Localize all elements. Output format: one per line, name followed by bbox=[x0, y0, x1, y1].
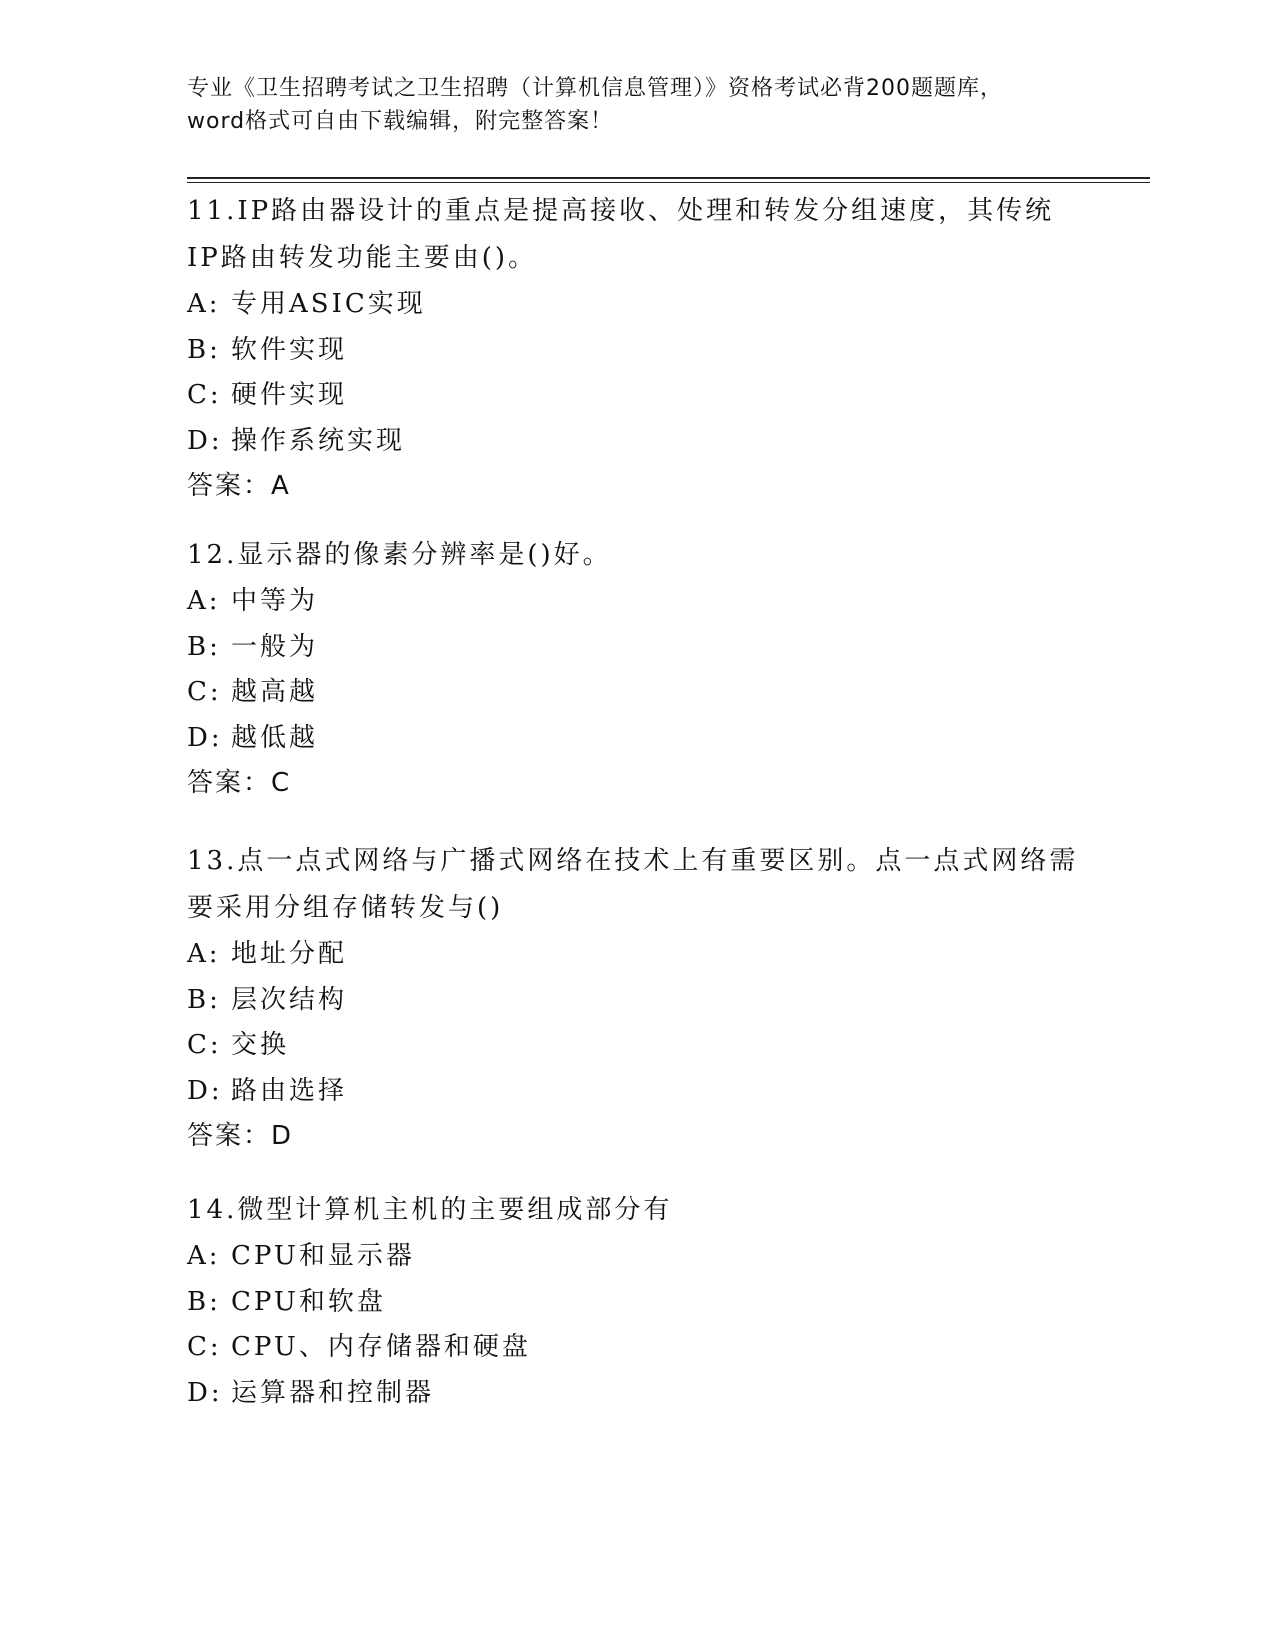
question-stem-line: 13.点一点式网络与广播式网络在技术上有重要区别。点一点式网络需 bbox=[187, 846, 1079, 876]
option-text: 地址分配 bbox=[231, 939, 348, 969]
option-b bbox=[187, 328, 1087, 374]
option-c bbox=[187, 1325, 1087, 1371]
option-a bbox=[187, 579, 1087, 625]
question-stem-line: 要采用分组存储转发与() bbox=[187, 893, 504, 923]
option-text: 越高越 bbox=[231, 677, 319, 707]
option-b bbox=[187, 1280, 1087, 1326]
option-letter: B: bbox=[187, 1286, 221, 1317]
header-line-1: 专业《卫生招聘考试之卫生招聘（计算机信息管理）》资格考试必背200题题库， bbox=[187, 76, 1003, 101]
option-text: 一般为 bbox=[231, 631, 319, 662]
option-letter: D: bbox=[187, 425, 223, 456]
option-letter: C: bbox=[187, 1030, 222, 1060]
option-text: 路由选择 bbox=[231, 1075, 348, 1106]
option-c bbox=[187, 1023, 1087, 1069]
option-text: CPU、内存储器和硬盘 bbox=[231, 1332, 531, 1362]
question-stem-line: 11.IP路由器设计的重点是提高接收、处理和转发分组速度，其传统 bbox=[187, 196, 1055, 226]
question-11 bbox=[187, 188, 1087, 509]
option-letter: D: bbox=[187, 722, 223, 753]
option-text: 硬件实现 bbox=[231, 380, 348, 410]
option-letter: D: bbox=[187, 1377, 223, 1408]
option-a bbox=[187, 1234, 1087, 1280]
header-divider-thin bbox=[187, 182, 1150, 183]
document-header bbox=[187, 72, 1087, 138]
question-13 bbox=[187, 838, 1087, 1159]
option-d bbox=[187, 716, 1087, 762]
option-letter: B: bbox=[187, 984, 221, 1015]
option-text: 专用ASIC实现 bbox=[231, 289, 426, 319]
option-c bbox=[187, 373, 1087, 419]
option-text: 软件实现 bbox=[231, 334, 348, 365]
option-d bbox=[187, 1371, 1087, 1417]
option-text: 中等为 bbox=[231, 586, 319, 616]
question-stem-line: IP路由转发功能主要由()。 bbox=[187, 243, 538, 273]
option-letter: C: bbox=[187, 380, 222, 410]
option-text: 运算器和控制器 bbox=[231, 1377, 435, 1408]
answer-line: 答案：A bbox=[187, 471, 291, 501]
header-line-2: word格式可自由下载编辑，附完整答案！ bbox=[187, 109, 614, 134]
header-divider-thick bbox=[187, 177, 1150, 179]
option-letter: A: bbox=[187, 289, 221, 319]
question-12 bbox=[187, 532, 1087, 806]
question-14 bbox=[187, 1187, 1087, 1416]
option-letter: D: bbox=[187, 1075, 223, 1106]
option-b bbox=[187, 625, 1087, 671]
option-text: 越低越 bbox=[231, 722, 319, 753]
question-stem-line: 12.显示器的像素分辨率是()好。 bbox=[187, 540, 612, 570]
option-text: 层次结构 bbox=[231, 984, 348, 1015]
option-c bbox=[187, 670, 1087, 716]
answer-line: 答案：C bbox=[187, 768, 292, 798]
option-text: 交换 bbox=[231, 1030, 290, 1060]
option-letter: C: bbox=[187, 677, 222, 707]
answer-line: 答案：D bbox=[187, 1121, 294, 1151]
option-text: 操作系统实现 bbox=[231, 425, 406, 456]
option-a bbox=[187, 932, 1087, 978]
option-a bbox=[187, 282, 1087, 328]
option-letter: A: bbox=[187, 939, 221, 969]
option-text: CPU和软盘 bbox=[231, 1286, 386, 1317]
option-letter: C: bbox=[187, 1332, 222, 1362]
option-letter: B: bbox=[187, 631, 221, 662]
option-letter: A: bbox=[187, 1241, 221, 1271]
option-text: CPU和显示器 bbox=[231, 1241, 415, 1271]
option-d bbox=[187, 419, 1087, 465]
option-d bbox=[187, 1069, 1087, 1115]
option-letter: A: bbox=[187, 586, 221, 616]
option-letter: B: bbox=[187, 334, 221, 365]
option-b bbox=[187, 978, 1087, 1024]
question-stem-line: 14.微型计算机主机的主要组成部分有 bbox=[187, 1195, 673, 1225]
